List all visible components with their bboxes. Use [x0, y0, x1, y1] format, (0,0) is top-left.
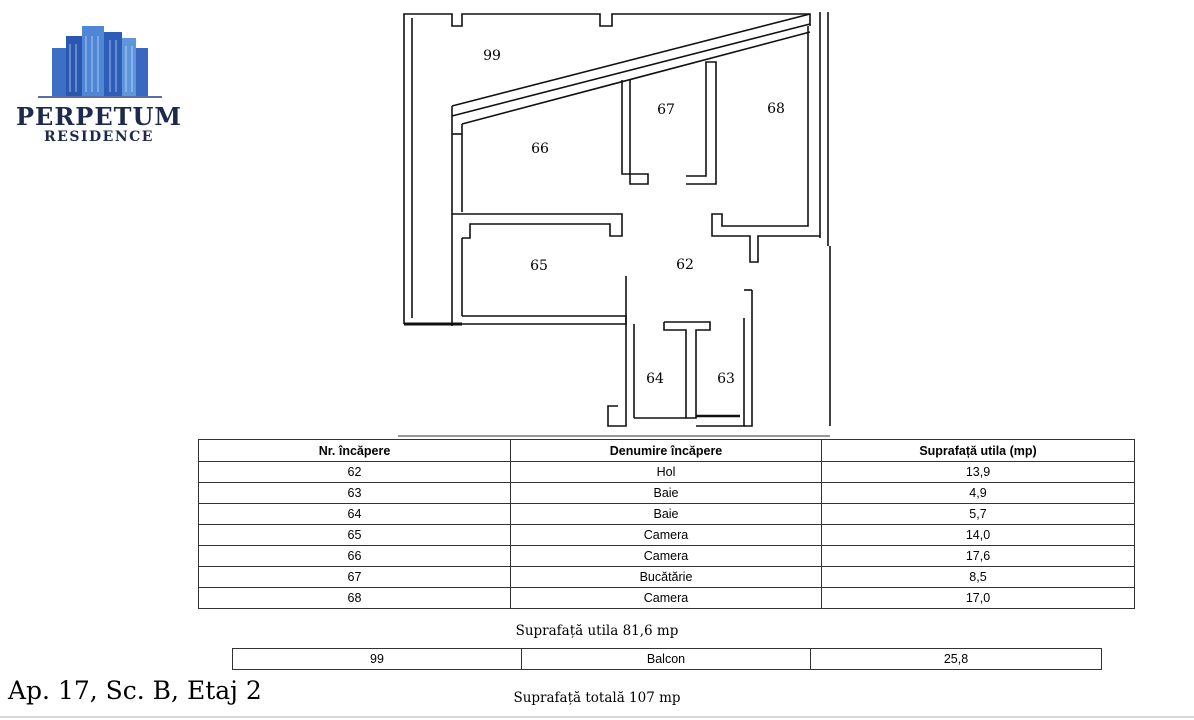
cell-room-number: 99 [233, 649, 522, 670]
cell-room-number: 66 [199, 546, 511, 567]
building-logo-icon [10, 22, 188, 102]
room-63-label: 63 [717, 371, 735, 387]
cell-room-name: Camera [511, 525, 822, 546]
header-room-area: Suprafață utila (mp) [822, 440, 1135, 462]
cell-room-name: Camera [511, 588, 822, 609]
table-row [199, 525, 1135, 546]
room-68-label: 68 [767, 101, 785, 117]
cell-room-number: 63 [199, 483, 511, 504]
balcony-table [232, 648, 1102, 670]
cell-room-number: 62 [199, 462, 511, 483]
cell-room-name: Balcon [522, 649, 811, 670]
table-row [199, 462, 1135, 483]
table-row [199, 483, 1135, 504]
apartment-title: Ap. 17, Sc. B, Etaj 2 [8, 676, 262, 705]
cell-room-name: Baie [511, 483, 822, 504]
cell-room-area: 5,7 [822, 504, 1135, 525]
useful-area-total: Suprafață utila 81,6 mp [515, 623, 679, 639]
table-row [199, 567, 1135, 588]
table-row [199, 588, 1135, 609]
cell-room-name: Bucătărie [511, 567, 822, 588]
floor-plan [390, 6, 840, 438]
table-header-row [199, 440, 1135, 462]
cell-room-area: 17,0 [822, 588, 1135, 609]
table-row [199, 504, 1135, 525]
cell-room-name: Camera [511, 546, 822, 567]
logo-subtitle: RESIDENCE [44, 129, 154, 145]
cell-room-number: 64 [199, 504, 511, 525]
cell-room-area: 8,5 [822, 567, 1135, 588]
cell-room-area: 14,0 [822, 525, 1135, 546]
cell-room-area: 4,9 [822, 483, 1135, 504]
logo [10, 22, 188, 145]
total-area: Suprafață totală 107 mp [513, 690, 681, 706]
room-67-label: 67 [657, 102, 675, 118]
table-row [233, 649, 1102, 670]
cell-room-number: 68 [199, 588, 511, 609]
room-65-label: 65 [530, 258, 548, 274]
rooms-table [198, 439, 1135, 609]
cell-room-name: Baie [511, 504, 822, 525]
room-64-label: 64 [646, 371, 664, 387]
room-99-label: 99 [483, 48, 501, 64]
logo-name: PERPETUM [16, 102, 182, 131]
room-62-label: 62 [676, 257, 694, 273]
table-row [199, 546, 1135, 567]
cell-room-number: 67 [199, 567, 511, 588]
floor-plan-drawing [390, 6, 840, 438]
cell-room-name: Hol [511, 462, 822, 483]
divider [0, 716, 1194, 718]
header-room-number: Nr. încăpere [199, 440, 511, 462]
header-room-name: Denumire încăpere [511, 440, 822, 462]
cell-room-number: 65 [199, 525, 511, 546]
cell-room-area: 25,8 [811, 649, 1102, 670]
cell-room-area: 13,9 [822, 462, 1135, 483]
room-66-label: 66 [531, 141, 549, 157]
cell-room-area: 17,6 [822, 546, 1135, 567]
